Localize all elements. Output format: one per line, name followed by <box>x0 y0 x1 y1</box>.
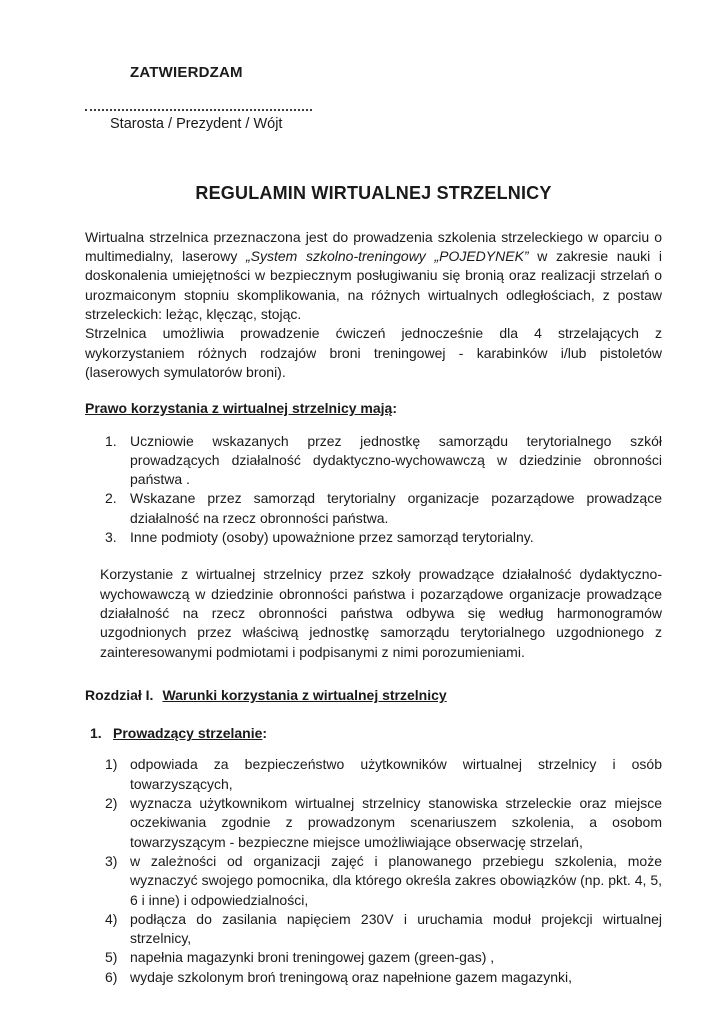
chapter-title: Warunki korzystania z wirtualnej strzelnicy <box>162 686 447 703</box>
intro-section <box>85 228 662 382</box>
list-item <box>85 489 662 528</box>
rights-heading-text: Prawo korzystania z wirtualnej strzelnicy mają <box>85 400 393 417</box>
system-name-italic: „System szkolno-treningowy „POJEDYNEK” <box>245 248 529 265</box>
signature-line <box>85 109 312 111</box>
list-item-number: 1. <box>105 432 117 449</box>
list-item <box>85 794 662 852</box>
list-item-number: 5) <box>105 949 118 966</box>
approval-label: ZATWIERDZAM <box>130 64 243 81</box>
subsection-heading <box>85 724 662 743</box>
list-item <box>85 432 662 490</box>
approval-signatory: Starosta / Prezydent / Wójt <box>110 116 283 133</box>
list-item-number: 1) <box>105 756 118 773</box>
rights-heading <box>85 399 662 418</box>
list-item-number: 2) <box>105 795 118 812</box>
list-item <box>85 948 662 967</box>
list-item-text: w zależności od organizacji zajęć i planowanego przebiegu szkolenia, może wyznaczyć swojego pomocnika, dla którego określa zakres obowiązków (np. pkt. 4, 5, 6 i inne) i odpowiedzialności, <box>130 852 662 908</box>
list-item-number: 3. <box>105 529 117 546</box>
list-item-text: wydaje szkolonym broń treningową oraz napełnione gazem magazynki, <box>130 968 573 985</box>
list-item <box>85 852 662 910</box>
list-item-number: 6) <box>105 968 118 985</box>
list-item-text: wyznacza użytkownikom wirtualnej strzelnicy stanowiska strzeleckie oraz miejsce oczekiwania zgodnie z prowadzonym scenariuszem szkolenia, a osobom towarzyszącym - bezpieczne miejsce umożliwiające obserwację strzelań, <box>130 795 662 850</box>
list-item-number: 3) <box>105 852 118 869</box>
list-item <box>85 755 662 794</box>
intro-p1-text-end: w zakresie nauki i doskonalenia umiejętności w bezpiecznym posługiwaniu się bronią oraz realizacji strzelań o urozmaiconym stopniu skomplikowania, na różnych wirtualnych odległościach, z postaw strzeleckich: leżąc, klęcząc, stojąc. <box>85 248 662 323</box>
list-item <box>85 910 662 949</box>
list-item-number: 4) <box>105 910 118 927</box>
subsection-colon: : <box>262 725 268 742</box>
subsection-title-wrap <box>113 724 267 743</box>
list-item-text: Inne podmioty (osoby) upoważnione przez samorząd terytorialny. <box>130 529 534 546</box>
subsection-title: Prowadzący strzelanie <box>113 725 263 742</box>
subsection-number: 1. <box>90 725 102 742</box>
chapter-heading <box>85 686 662 705</box>
list-item-text: podłącza do zasilania napięciem 230V i uruchamia moduł projekcji wirtualnej strzelnicy, <box>130 910 662 947</box>
list-item-text: Uczniowie wskazanych przez jednostkę samorządu terytorialnego szkół prowadzących działalność dydaktyczno-wychowawczą w dziedzinie obronności państwa . <box>130 432 662 488</box>
usage-paragraph: Korzystanie z wirtualnej strzelnicy przez szkoły prowadzące działalność dydaktyczno-wychowawczą w dziedzinie obronności państwa i pozarządowe organizacje prowadzące działalność na rzecz obronności państwa odbywa się według harmonogramów uzgodnionych przez właściwą jednostkę samorządu terytorialnego uzgodnionego z zainteresowanymi podmiotami i podpisanymi z nimi porozumieniami. <box>100 566 662 660</box>
list-item <box>85 528 662 547</box>
list-item <box>85 968 662 987</box>
list-item-number: 2. <box>105 490 117 507</box>
list-item-text: Wskazane przez samorząd terytorialny organizacje pozarządowe prowadzące działalność na rzecz obronności państwa. <box>130 490 662 526</box>
list-item-text: odpowiada za bezpieczeństwo użytkowników wirtualnej strzelnicy i osób towarzyszących, <box>130 756 662 792</box>
document-title: REGULAMIN WIRTUALNEJ STRZELNICY <box>195 182 552 203</box>
intro-p1-text-start: Wirtualna strzelnica przeznaczona jest do prowadzenia szkolenia strzeleckiego w oparciu o multimedialny, laserowy <box>85 228 662 265</box>
list-item-text: napełnia magazynki broni treningowej gazem (green-gas) , <box>130 949 495 966</box>
intro-paragraph-1 <box>85 228 662 324</box>
duties-list <box>85 755 662 987</box>
chapter-label: Rozdział I. <box>85 686 154 703</box>
rights-list <box>85 432 662 548</box>
rights-heading-colon: : <box>392 400 398 417</box>
intro-paragraph-2: Strzelnica umożliwia prowadzenie ćwiczeń jednocześnie dla 4 strzelających z wykorzystaniem różnych rodzajów broni treningowej - karabinków i/lub pistoletów (laserowych symulatorów broni). <box>85 325 662 380</box>
